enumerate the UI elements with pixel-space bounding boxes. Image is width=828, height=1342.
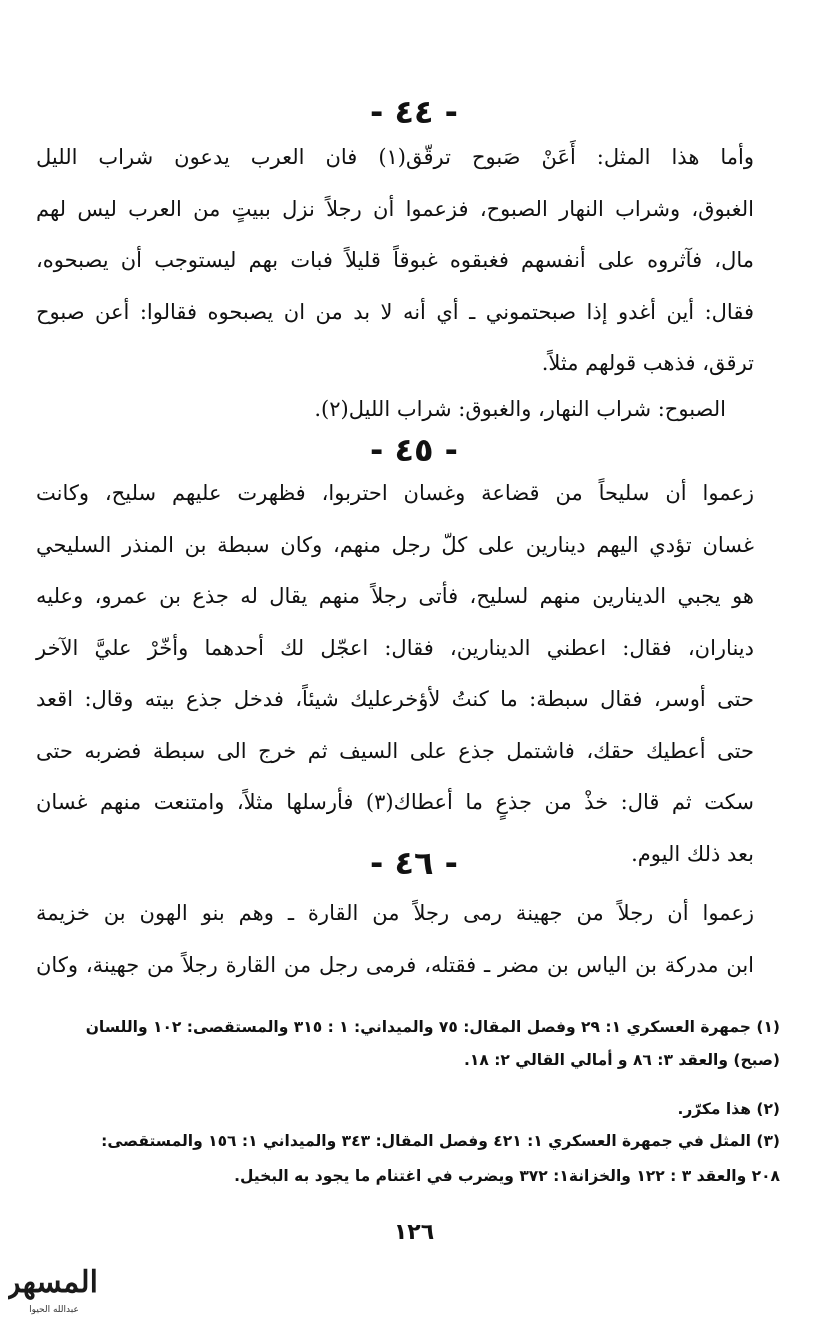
- footnote-line: (٣) المثل في جمهرة العسكري ١: ٤٢١ وفصل المقال: ٣٤٣ والميداني ١: ١٥٦ والمستقصى:: [101, 1132, 780, 1150]
- text-line: ترقق، فذهب قولهم مثلاً.: [541, 351, 754, 375]
- text-line: زعموا أن رجلاً من جهينة رمى رجلاً من القارة ـ وهم بنو الهون بن خزيمة: [36, 901, 754, 925]
- publisher-logo: [8, 1258, 96, 1320]
- text-line: حتى أعطيك حقك، فاشتمل جذع على السيف ثم خرج الى سبطة فضربه حتى: [36, 738, 754, 763]
- section-44-definition: [36, 384, 726, 436]
- calligraphy-logo-icon: [8, 1258, 96, 1320]
- footnote-line: (٢) هذا مكرّر.: [677, 1100, 780, 1118]
- section-44-text: [36, 132, 754, 390]
- text-line: ابن مدركة بن الياس بن مضر ـ فقتله، فرمى رجل من القارة رجلاً من جهينة، وكان: [36, 952, 754, 977]
- footnote-line: (صبح) والعقد ٣: ٨٦ و أمالي القالي ٢: ١٨.: [463, 1051, 780, 1069]
- page-number: ١٢٦: [393, 1220, 435, 1245]
- section-heading-44: - ٤٤ -: [370, 93, 458, 131]
- footnote-line: ٢٠٨ والعقد ٣ : ١٢٢ والخزانة١: ٣٧٢ ويضرب في اغتنام ما يجود به البخيل.: [234, 1167, 780, 1185]
- text-line: وأما هذا المثل: أَعَنْ صَبوح ترقّق(١) فان العرب يدعون شراب الليل: [36, 145, 754, 169]
- text-line: زعموا أن سليحاً من قضاعة وغسان احتربوا، فظهرت عليهم سليح، وكانت: [36, 481, 754, 505]
- section-heading-45: - ٤٥ -: [370, 431, 458, 469]
- text-line: فقال: أين أغدو إذا صبحتموني ـ أي أنه لا بد من ان يصبحوه فقالوا: أعن صبوح: [36, 299, 754, 324]
- text-line: حتى أوسر، فقال سبطة: ما كنتُ لأؤخرعليك شيئاً، فدخل جذع بيته وقال: اقعد: [36, 687, 754, 711]
- svg-text:عبدالله الحيوا: عبدالله الحيوا: [29, 1305, 79, 1315]
- text-line: غسان تؤدي اليهم دينارين على كلّ رجل منهم، وكان سبطة بن المنذر السليحي: [36, 532, 754, 557]
- footnote-line: (١) جمهرة العسكري ١: ٢٩ وفصل المقال: ٧٥ والميداني: ١ : ٣١٥ والمستقصى: ١٠٢ واللسان: [85, 1018, 780, 1036]
- text-line: سكت ثم قال: خذْ من جذعٍ ما أعطاك(٣) فأرسلها مثلاً، وامتنعت منهم غسان: [36, 790, 755, 814]
- text-line: مال، فآثروه على أنفسهم فغبقوه غبوقاً قليلاً فبات بهم ليستوجب أن يصبحوه،: [36, 248, 754, 272]
- text-line: الصبوح: شراب النهار، والغبوق: شراب الليل(٢).: [314, 397, 726, 421]
- text-line: بعد ذلك اليوم.: [631, 841, 754, 866]
- text-line: الغبوق، وشراب النهار الصبوح، فزعموا أن رجلاً نزل ببيتٍ من العرب ليس لهم: [36, 196, 754, 221]
- section-46-text: [36, 888, 754, 991]
- text-line: هو يجبي الدينارين منهم لسليح، فأتى رجلاً منهم يقال له جذع بن عمرو، وعليه: [36, 584, 754, 608]
- section-heading-46: - ٤٦ -: [370, 844, 458, 882]
- section-45-text: [36, 468, 754, 880]
- svg-text:المسهر: المسهر: [8, 1265, 96, 1300]
- text-line: ديناران، فقال: اعطني الدينارين، فقال: اعجّل لك أحدهما وأخّرْ عليَّ الآخر: [36, 635, 754, 660]
